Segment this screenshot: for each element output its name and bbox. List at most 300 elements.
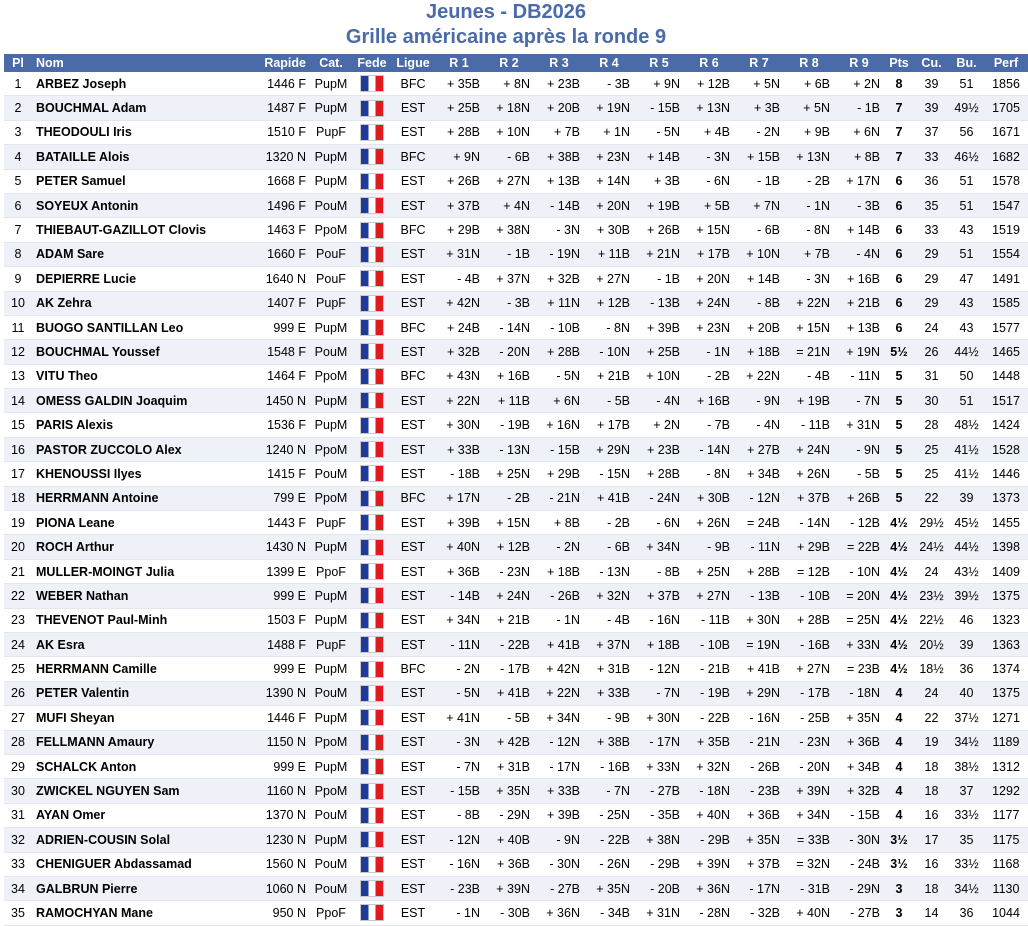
league-cell: EST <box>392 828 434 852</box>
round-result: = 33B <box>784 828 834 852</box>
category-cell: PpoF <box>310 559 352 583</box>
rapid-rating: 1503 F <box>252 608 310 632</box>
buchholz-cell: 51 <box>949 389 984 413</box>
round-result: + 8B <box>834 145 884 169</box>
federation-cell <box>352 511 392 535</box>
france-flag-icon <box>360 661 384 678</box>
round-result: + 9B <box>784 120 834 144</box>
round-result: + 30N <box>434 413 484 437</box>
performance-cell: 1682 <box>984 145 1028 169</box>
column-header: Perf <box>984 54 1028 72</box>
round-result: + 34N <box>534 706 584 730</box>
table-header-row <box>4 54 1028 72</box>
round-result: = 24B <box>734 511 784 535</box>
round-result: + 33N <box>634 754 684 778</box>
league-cell: EST <box>392 120 434 144</box>
round-result: - 12B <box>834 511 884 535</box>
points-cell: 5 <box>884 437 914 461</box>
round-result: - 9N <box>834 437 884 461</box>
round-result: + 23B <box>534 72 584 96</box>
federation-cell <box>352 364 392 388</box>
category-cell: PupM <box>310 828 352 852</box>
league-cell: EST <box>392 96 434 120</box>
round-result: + 17B <box>584 413 634 437</box>
place-cell: 22 <box>4 584 32 608</box>
player-name: MUFI Sheyan <box>32 706 252 730</box>
round-result: = 12B <box>784 559 834 583</box>
federation-cell <box>352 218 392 242</box>
cumulative-cell: 16 <box>914 803 949 827</box>
round-result: + 31B <box>584 657 634 681</box>
rapid-rating: 999 E <box>252 657 310 681</box>
france-flag-icon <box>360 490 384 507</box>
rapid-rating: 1668 F <box>252 169 310 193</box>
buchholz-cell: 46 <box>949 608 984 632</box>
place-cell: 33 <box>4 852 32 876</box>
column-header: Ligue <box>392 54 434 72</box>
place-cell: 16 <box>4 437 32 461</box>
buchholz-cell: 36 <box>949 901 984 925</box>
round-result: + 23N <box>584 145 634 169</box>
round-result: - 14N <box>784 511 834 535</box>
round-result: - 2B <box>784 169 834 193</box>
player-name: SOYEUX Antonin <box>32 193 252 217</box>
league-cell: EST <box>392 584 434 608</box>
round-result: - 13N <box>484 437 534 461</box>
player-name: WEBER Nathan <box>32 584 252 608</box>
round-result: + 24N <box>684 291 734 315</box>
round-result: + 19B <box>784 389 834 413</box>
category-cell: PupM <box>310 535 352 559</box>
round-result: + 33B <box>434 437 484 461</box>
table-row <box>4 145 1028 169</box>
buchholz-cell: 39 <box>949 486 984 510</box>
player-name: BATAILLE Alois <box>32 145 252 169</box>
round-result: - 35B <box>634 803 684 827</box>
round-result: - 10N <box>584 340 634 364</box>
round-result: + 13N <box>784 145 834 169</box>
rapid-rating: 1464 F <box>252 364 310 388</box>
player-name: AYAN Omer <box>32 803 252 827</box>
round-result: + 11B <box>584 242 634 266</box>
round-result: - 16N <box>734 706 784 730</box>
round-result: - 12N <box>434 828 484 852</box>
player-name: VITU Theo <box>32 364 252 388</box>
category-cell: PpoM <box>310 486 352 510</box>
round-result: - 6N <box>634 511 684 535</box>
france-flag-icon <box>360 392 384 409</box>
place-cell: 25 <box>4 657 32 681</box>
round-result: - 2B <box>584 511 634 535</box>
round-result: + 20N <box>584 193 634 217</box>
league-cell: EST <box>392 267 434 291</box>
points-cell: 5 <box>884 389 914 413</box>
column-header: R 4 <box>584 54 634 72</box>
cumulative-cell: 26 <box>914 340 949 364</box>
round-result: - 11N <box>734 535 784 559</box>
rapid-rating: 1446 F <box>252 72 310 96</box>
league-cell: EST <box>392 754 434 778</box>
place-cell: 24 <box>4 632 32 656</box>
round-result: - 9N <box>734 389 784 413</box>
place-cell: 8 <box>4 242 32 266</box>
table-row <box>4 535 1028 559</box>
round-result: - 18N <box>834 681 884 705</box>
round-result: + 28B <box>434 120 484 144</box>
round-result: + 31N <box>834 413 884 437</box>
place-cell: 34 <box>4 876 32 900</box>
round-result: - 19N <box>534 242 584 266</box>
league-cell: EST <box>392 901 434 925</box>
place-cell: 2 <box>4 96 32 120</box>
round-result: - 8B <box>734 291 784 315</box>
player-name: KHENOUSSI Ilyes <box>32 462 252 486</box>
column-header: Pts <box>884 54 914 72</box>
round-result: + 9N <box>634 72 684 96</box>
table-row <box>4 608 1028 632</box>
league-cell: EST <box>392 169 434 193</box>
round-result: - 5N <box>634 120 684 144</box>
category-cell: PouF <box>310 267 352 291</box>
round-result: + 36N <box>534 901 584 925</box>
federation-cell <box>352 120 392 144</box>
round-result: - 21B <box>684 657 734 681</box>
category-cell: PouM <box>310 876 352 900</box>
round-result: + 42B <box>484 730 534 754</box>
round-result: - 3N <box>684 145 734 169</box>
cumulative-cell: 18 <box>914 876 949 900</box>
round-result: + 34B <box>834 754 884 778</box>
points-cell: 4½ <box>884 608 914 632</box>
buchholz-cell: 43 <box>949 315 984 339</box>
rapid-rating: 1390 N <box>252 681 310 705</box>
round-result: + 21B <box>484 608 534 632</box>
table-row <box>4 754 1028 778</box>
standings-table <box>4 54 1028 926</box>
league-cell: EST <box>392 632 434 656</box>
round-result: + 4N <box>484 193 534 217</box>
performance-cell: 1856 <box>984 72 1028 96</box>
round-result: - 13B <box>634 291 684 315</box>
place-cell: 7 <box>4 218 32 242</box>
points-cell: 5 <box>884 486 914 510</box>
league-cell: EST <box>392 852 434 876</box>
france-flag-icon <box>360 124 384 141</box>
league-cell: EST <box>392 535 434 559</box>
round-result: - 27B <box>634 779 684 803</box>
league-cell: EST <box>392 608 434 632</box>
place-cell: 17 <box>4 462 32 486</box>
performance-cell: 1491 <box>984 267 1028 291</box>
player-name: PASTOR ZUCCOLO Alex <box>32 437 252 461</box>
league-cell: EST <box>392 340 434 364</box>
round-result: + 29B <box>534 462 584 486</box>
points-cell: 4½ <box>884 535 914 559</box>
round-result: - 4N <box>834 242 884 266</box>
round-result: + 16B <box>834 267 884 291</box>
round-result: - 10N <box>834 559 884 583</box>
cumulative-cell: 24½ <box>914 535 949 559</box>
round-result: - 5B <box>584 389 634 413</box>
points-cell: 4 <box>884 730 914 754</box>
round-result: + 28B <box>784 608 834 632</box>
table-row <box>4 559 1028 583</box>
table-row <box>4 413 1028 437</box>
column-header: R 7 <box>734 54 784 72</box>
league-cell: EST <box>392 559 434 583</box>
federation-cell <box>352 681 392 705</box>
round-result: + 18B <box>534 559 584 583</box>
table-body <box>4 72 1028 925</box>
table-row <box>4 389 1028 413</box>
round-result: + 7B <box>534 120 584 144</box>
points-cell: 5 <box>884 462 914 486</box>
performance-cell: 1189 <box>984 730 1028 754</box>
cumulative-cell: 18 <box>914 754 949 778</box>
points-cell: 4½ <box>884 559 914 583</box>
table-row <box>4 828 1028 852</box>
round-result: - 5B <box>834 462 884 486</box>
round-result: + 32B <box>834 779 884 803</box>
buchholz-cell: 46½ <box>949 145 984 169</box>
league-cell: BFC <box>392 218 434 242</box>
france-flag-icon <box>360 831 384 848</box>
player-name: PETER Samuel <box>32 169 252 193</box>
column-header: R 5 <box>634 54 684 72</box>
performance-cell: 1446 <box>984 462 1028 486</box>
table-row <box>4 437 1028 461</box>
france-flag-icon <box>360 612 384 629</box>
column-header: R 1 <box>434 54 484 72</box>
round-result: + 1N <box>584 120 634 144</box>
france-flag-icon <box>360 368 384 385</box>
column-header: Bu. <box>949 54 984 72</box>
round-result: + 38N <box>634 828 684 852</box>
column-header: R 6 <box>684 54 734 72</box>
points-cell: 6 <box>884 169 914 193</box>
round-result: - 16B <box>784 632 834 656</box>
place-cell: 29 <box>4 754 32 778</box>
round-result: - 14N <box>484 315 534 339</box>
round-result: - 23B <box>734 779 784 803</box>
federation-cell <box>352 608 392 632</box>
round-result: - 28N <box>684 901 734 925</box>
rapid-rating: 1463 F <box>252 218 310 242</box>
place-cell: 1 <box>4 72 32 96</box>
france-flag-icon <box>360 856 384 873</box>
federation-cell <box>352 267 392 291</box>
round-result: + 25B <box>634 340 684 364</box>
category-cell: PouM <box>310 193 352 217</box>
round-result: + 11N <box>534 291 584 315</box>
points-cell: 4 <box>884 779 914 803</box>
performance-cell: 1424 <box>984 413 1028 437</box>
table-row <box>4 511 1028 535</box>
league-cell: EST <box>392 511 434 535</box>
france-flag-icon <box>360 197 384 214</box>
points-cell: 4½ <box>884 584 914 608</box>
round-result: - 10B <box>534 315 584 339</box>
buchholz-cell: 51 <box>949 242 984 266</box>
rapid-rating: 1407 F <box>252 291 310 315</box>
round-result: + 37B <box>634 584 684 608</box>
round-result: + 7N <box>734 193 784 217</box>
federation-cell <box>352 876 392 900</box>
rapid-rating: 1488 F <box>252 632 310 656</box>
page-subtitle: Grille américaine après la ronde 9 <box>345 26 667 48</box>
round-result: = 25N <box>834 608 884 632</box>
round-result: + 31N <box>634 901 684 925</box>
federation-cell <box>352 706 392 730</box>
player-name: BOUCHMAL Youssef <box>32 340 252 364</box>
france-flag-icon <box>360 295 384 312</box>
federation-cell <box>352 779 392 803</box>
table-row <box>4 169 1028 193</box>
round-result: - 14N <box>684 437 734 461</box>
place-cell: 6 <box>4 193 32 217</box>
performance-cell: 1271 <box>984 706 1028 730</box>
buchholz-cell: 35 <box>949 828 984 852</box>
cumulative-cell: 17 <box>914 828 949 852</box>
points-cell: 8 <box>884 72 914 96</box>
category-cell: PupM <box>310 657 352 681</box>
round-result: + 2N <box>634 413 684 437</box>
round-result: - 32B <box>734 901 784 925</box>
league-cell: EST <box>392 413 434 437</box>
buchholz-cell: 43½ <box>949 559 984 583</box>
round-result: - 8N <box>584 315 634 339</box>
cumulative-cell: 36 <box>914 169 949 193</box>
place-cell: 14 <box>4 389 32 413</box>
round-result: - 18B <box>434 462 484 486</box>
category-cell: PupM <box>310 413 352 437</box>
round-result: - 22B <box>584 828 634 852</box>
federation-cell <box>352 291 392 315</box>
round-result: + 13B <box>834 315 884 339</box>
player-name: FELLMANN Amaury <box>32 730 252 754</box>
round-result: + 15B <box>734 145 784 169</box>
round-result: - 9N <box>534 828 584 852</box>
performance-cell: 1705 <box>984 96 1028 120</box>
round-result: + 41N <box>434 706 484 730</box>
round-result: + 37B <box>784 486 834 510</box>
points-cell: 3½ <box>884 828 914 852</box>
cumulative-cell: 25 <box>914 462 949 486</box>
round-result: + 28B <box>734 559 784 583</box>
round-result: - 10B <box>784 584 834 608</box>
round-result: + 17N <box>834 169 884 193</box>
round-result: - 22B <box>684 706 734 730</box>
round-result: + 30B <box>684 486 734 510</box>
round-result: + 14B <box>734 267 784 291</box>
league-cell: BFC <box>392 315 434 339</box>
place-cell: 30 <box>4 779 32 803</box>
france-flag-icon <box>360 75 384 92</box>
cumulative-cell: 29 <box>914 291 949 315</box>
round-result: + 18B <box>734 340 784 364</box>
france-flag-icon <box>360 880 384 897</box>
place-cell: 31 <box>4 803 32 827</box>
table-row <box>4 315 1028 339</box>
france-flag-icon <box>360 246 384 263</box>
round-result: - 26B <box>734 754 784 778</box>
place-cell: 3 <box>4 120 32 144</box>
round-result: = 19N <box>734 632 784 656</box>
player-name: ZWICKEL NGUYEN Sam <box>32 779 252 803</box>
player-name: HERRMANN Antoine <box>32 486 252 510</box>
round-result: - 26B <box>534 584 584 608</box>
performance-cell: 1130 <box>984 876 1028 900</box>
round-result: + 14B <box>634 145 684 169</box>
round-result: - 17B <box>484 657 534 681</box>
round-result: - 6B <box>584 535 634 559</box>
round-result: + 24B <box>434 315 484 339</box>
round-result: + 41B <box>734 657 784 681</box>
place-cell: 15 <box>4 413 32 437</box>
rapid-rating: 1150 N <box>252 730 310 754</box>
round-result: + 39N <box>784 779 834 803</box>
player-name: CHENIGUER Abdassamad <box>32 852 252 876</box>
buchholz-cell: 41½ <box>949 437 984 461</box>
france-flag-icon <box>360 636 384 653</box>
round-result: - 1B <box>484 242 534 266</box>
place-cell: 32 <box>4 828 32 852</box>
round-result: - 5B <box>484 706 534 730</box>
category-cell: PupM <box>310 169 352 193</box>
round-result: = 20N <box>834 584 884 608</box>
table-row <box>4 584 1028 608</box>
round-result: + 33B <box>584 681 634 705</box>
rapid-rating: 799 E <box>252 486 310 510</box>
round-result: - 25B <box>784 706 834 730</box>
rapid-rating: 999 E <box>252 584 310 608</box>
cumulative-cell: 22 <box>914 486 949 510</box>
round-result: - 20B <box>634 876 684 900</box>
table-row <box>4 730 1028 754</box>
round-result: - 1B <box>834 96 884 120</box>
round-result: - 4B <box>434 267 484 291</box>
round-result: + 22N <box>784 291 834 315</box>
cumulative-cell: 19 <box>914 730 949 754</box>
rapid-rating: 1160 N <box>252 779 310 803</box>
round-result: - 21N <box>734 730 784 754</box>
points-cell: 4 <box>884 803 914 827</box>
points-cell: 5 <box>884 364 914 388</box>
round-result: + 22N <box>434 389 484 413</box>
table-row <box>4 657 1028 681</box>
round-result: - 17N <box>634 730 684 754</box>
round-result: - 34B <box>584 901 634 925</box>
player-name: THEODOULI Iris <box>32 120 252 144</box>
column-header: R 8 <box>784 54 834 72</box>
performance-cell: 1363 <box>984 632 1028 656</box>
cumulative-cell: 24 <box>914 315 949 339</box>
round-result: + 36B <box>834 730 884 754</box>
round-result: - 17N <box>534 754 584 778</box>
round-result: - 22B <box>484 632 534 656</box>
round-result: + 42N <box>534 657 584 681</box>
round-result: - 1N <box>534 608 584 632</box>
round-result: + 30N <box>634 706 684 730</box>
round-result: + 29B <box>784 535 834 559</box>
buchholz-cell: 39 <box>949 632 984 656</box>
category-cell: PouM <box>310 462 352 486</box>
round-result: + 26N <box>684 511 734 535</box>
table-row <box>4 632 1028 656</box>
performance-cell: 1578 <box>984 169 1028 193</box>
round-result: + 27N <box>784 657 834 681</box>
buchholz-cell: 36 <box>949 657 984 681</box>
